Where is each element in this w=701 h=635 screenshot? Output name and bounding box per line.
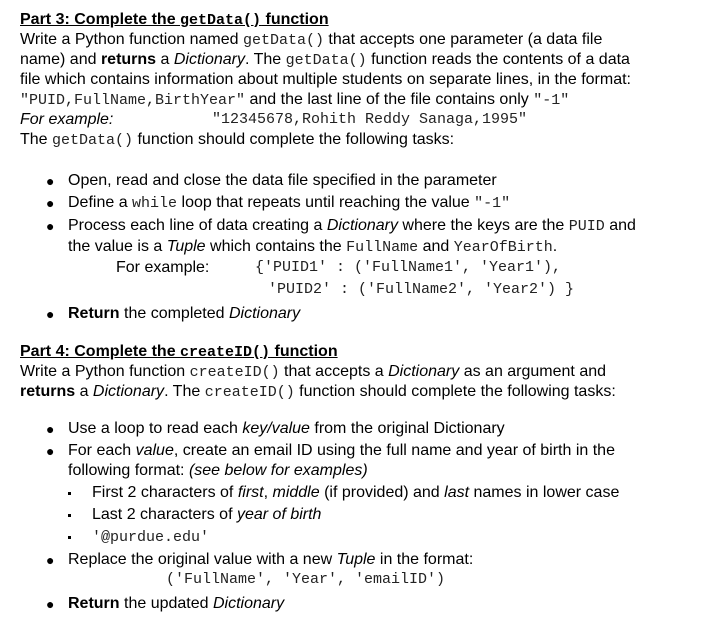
part3-intro-line-3: file which contains information about multiple students on separate lines, in the format: — [20, 71, 631, 88]
square-bullet-icon — [68, 492, 71, 495]
part3-task-list — [20, 171, 690, 324]
bullet-icon: ● — [46, 195, 55, 211]
list-item: ● Return the completed Dictionary — [46, 305, 301, 322]
list-item: ● Replace the original value with a new Tuple in the format: ('FullName', 'Year', 'emailID') — [20, 550, 690, 592]
bullet-icon: ● — [46, 218, 55, 234]
bullet-icon: ● — [46, 596, 55, 612]
tuple-format: ('FullName', 'Year', 'emailID') — [166, 571, 446, 588]
sublist-item: First 2 characters of first, middle (if provided) and last names in lower case — [20, 483, 690, 503]
document — [20, 10, 690, 614]
part3-heading: Part 3: Complete the getData() function — [20, 11, 329, 29]
part4-intro-line-2: returns a Dictionary. The createID() function should complete the following tasks: — [20, 383, 616, 401]
part4-heading: Part 4: Complete the createID() function — [20, 343, 338, 361]
bullet-icon: ● — [46, 552, 55, 568]
part3-intro-line-1: Write a Python function named getData() that accepts one parameter (a data file — [20, 31, 603, 49]
part3-format-example: For example: "12345678,Rohith Reddy Sanaga,1995" — [20, 111, 528, 128]
bullet-icon: ● — [46, 173, 55, 189]
bullet-icon: ● — [46, 421, 55, 437]
heading-code: getData() — [180, 12, 262, 29]
part4-intro-line-1: Write a Python function createID() that accepts a Dictionary as an argument and — [20, 363, 607, 381]
part3-intro-line-6: The getData() function should complete the following tasks: — [20, 131, 455, 149]
list-item: ● For each value, create an email ID using the full name and year of birth in the following format: (see below for examples) First 2 characters of first, middle (if provided) and last names in lower case Last 2 characters of year of birth '@purdue.edu' — [20, 441, 690, 548]
part4-task-list — [20, 419, 690, 614]
list-item: ● Use a loop to read each key/value from the original Dictionary — [46, 420, 505, 437]
email-format-sublist — [68, 483, 690, 548]
list-item: ● Return the updated Dictionary — [46, 595, 285, 612]
part3-intro-line-2: name) and returns a Dictionary. The getData() function reads the contents of a data — [20, 51, 630, 69]
list-item: ● Define a while loop that repeats until reaching the value "-1" — [46, 194, 511, 212]
bullet-icon: ● — [46, 306, 55, 322]
square-bullet-icon — [68, 536, 71, 539]
bullet-icon: ● — [46, 443, 55, 459]
part3-intro-line-4: "PUID,FullName,BirthYear" and the last line of the file contains only "-1" — [20, 91, 570, 109]
list-item: ● Process each line of data creating a Dictionary where the keys are the PUID and the value is a Tuple which contains the FullName and YearOfBirth. For example: {'PUID1' : ('FullName1', 'Year1'), 'PUID2' : ('FullName2', 'Year2') } — [20, 216, 690, 302]
dict-example-row-2: 'PUID2' : ('FullName2', 'Year2') } — [268, 281, 575, 298]
heading-code: createID() — [180, 344, 271, 361]
square-bullet-icon — [68, 514, 71, 517]
sublist-item: Last 2 characters of year of birth — [20, 505, 690, 525]
sublist-item: '@purdue.edu' — [20, 527, 690, 548]
list-item: ● Open, read and close the data file specified in the parameter — [46, 172, 497, 189]
dict-example-row-1: For example: {'PUID1' : ('FullName1', 'Year1'), — [116, 259, 562, 276]
